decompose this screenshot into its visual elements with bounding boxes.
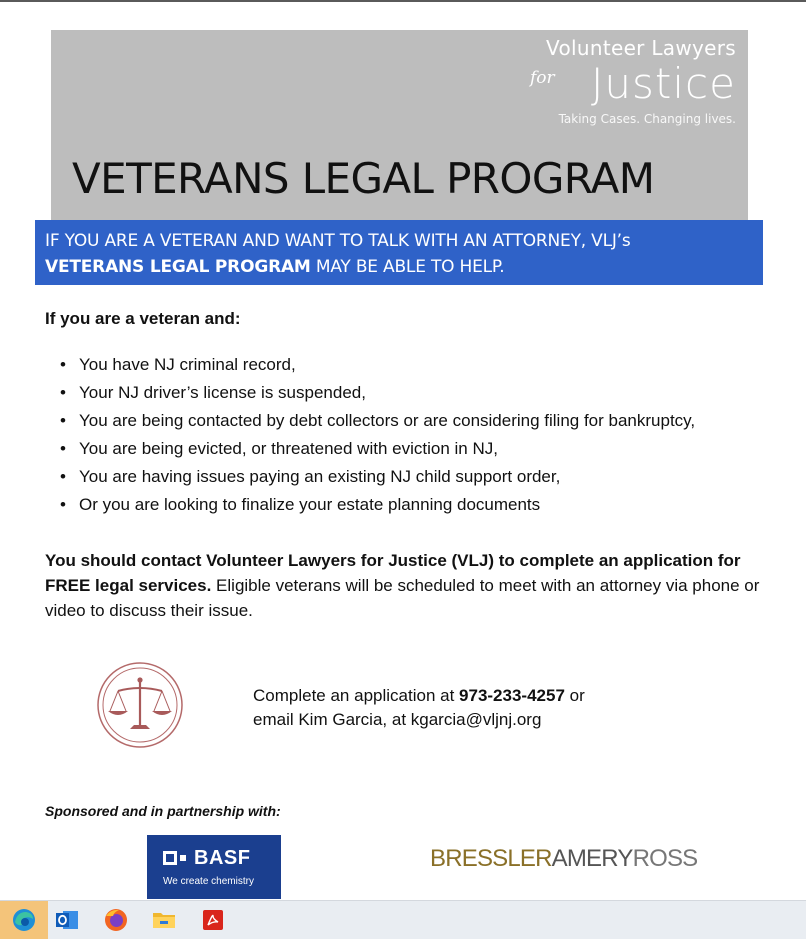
list-item-text: You have NJ criminal record, [79, 355, 296, 374]
header-banner [51, 30, 748, 220]
banner-program-name: VETERANS LEGAL PROGRAM [45, 257, 311, 277]
bullet-icon: • [60, 467, 66, 486]
logo-tagline: Taking Cases. Changing lives. [558, 112, 736, 126]
list-item-text: You are having issues paying an existing NJ child support order, [79, 467, 561, 486]
bullet-icon: • [60, 355, 66, 374]
logo-for: for [530, 68, 555, 88]
firefox-icon[interactable] [92, 901, 140, 939]
list-item [60, 435, 780, 463]
acrobat-icon[interactable] [189, 901, 237, 939]
list-item-text: Or you are looking to finalize your estate planning documents [79, 495, 541, 514]
logo-line1: Volunteer Lawyers [546, 36, 736, 60]
basf-logo [147, 835, 281, 899]
basf-name: BASF [194, 847, 251, 869]
application-contact [253, 684, 585, 732]
bressler-word-3: ROSS [632, 845, 698, 872]
list-item [60, 463, 780, 491]
basf-square-icon [163, 851, 177, 865]
basf-tagline: We create chemistry [163, 876, 254, 887]
eligibility-intro: If you are a veteran and: [45, 309, 241, 328]
contact-paragraph-bold: You should contact Volunteer Lawyers for Justice (VLJ) to complete an application for FREE legal services. [45, 551, 741, 595]
outlook-icon[interactable] [43, 901, 91, 939]
file-explorer-icon[interactable] [140, 901, 188, 939]
window-top-border [0, 0, 806, 2]
logo-justice: Justice [591, 59, 736, 108]
email-line: email Kim Garcia, at kgarcia@vljnj.org [253, 710, 542, 729]
bullet-icon: • [60, 383, 66, 402]
list-item-text: Your NJ driver’s license is suspended, [79, 383, 366, 402]
bressler-amery-ross-logo [430, 845, 697, 873]
list-item [60, 491, 780, 519]
bressler-word-2: AMERY [551, 845, 633, 872]
bullet-icon: • [60, 439, 66, 458]
cta-suffix: or [564, 686, 585, 705]
basf-wordmark [163, 847, 250, 870]
eligibility-list [60, 351, 780, 519]
list-item [60, 407, 780, 435]
banner-text-1: IF YOU ARE A VETERAN AND WANT TO TALK WITH AN ATTORNEY, VLJ’s [45, 231, 631, 251]
sponsor-label: Sponsored and in partnership with: [45, 803, 281, 819]
basf-dot-icon [180, 855, 186, 861]
contact-paragraph [45, 548, 785, 623]
edge-icon[interactable] [0, 901, 48, 939]
list-item [60, 351, 780, 379]
list-item-text: You are being contacted by debt collectors or are considering filing for bankruptcy, [79, 411, 696, 430]
page-title: VETERANS LEGAL PROGRAM [72, 154, 655, 203]
bullet-icon: • [60, 495, 66, 514]
banner-text-2: MAY BE ABLE TO HELP. [310, 257, 505, 277]
program-banner [35, 220, 763, 285]
bressler-word-1: BRESSLER [430, 845, 552, 872]
list-item-text: You are being evicted, or threatened with eviction in NJ, [79, 439, 498, 458]
cta-prefix: Complete an application at [253, 686, 460, 705]
list-item [60, 379, 780, 407]
bullet-icon: • [60, 411, 66, 430]
taskbar [0, 900, 806, 939]
vlj-logo [516, 34, 736, 134]
scales-of-justice-icon [96, 661, 184, 749]
contact-paragraph-text: Eligible veterans will be scheduled to meet with an attorney via phone or video to discuss their issue. [45, 576, 760, 620]
phone-number: 973-233-4257 [459, 686, 565, 705]
